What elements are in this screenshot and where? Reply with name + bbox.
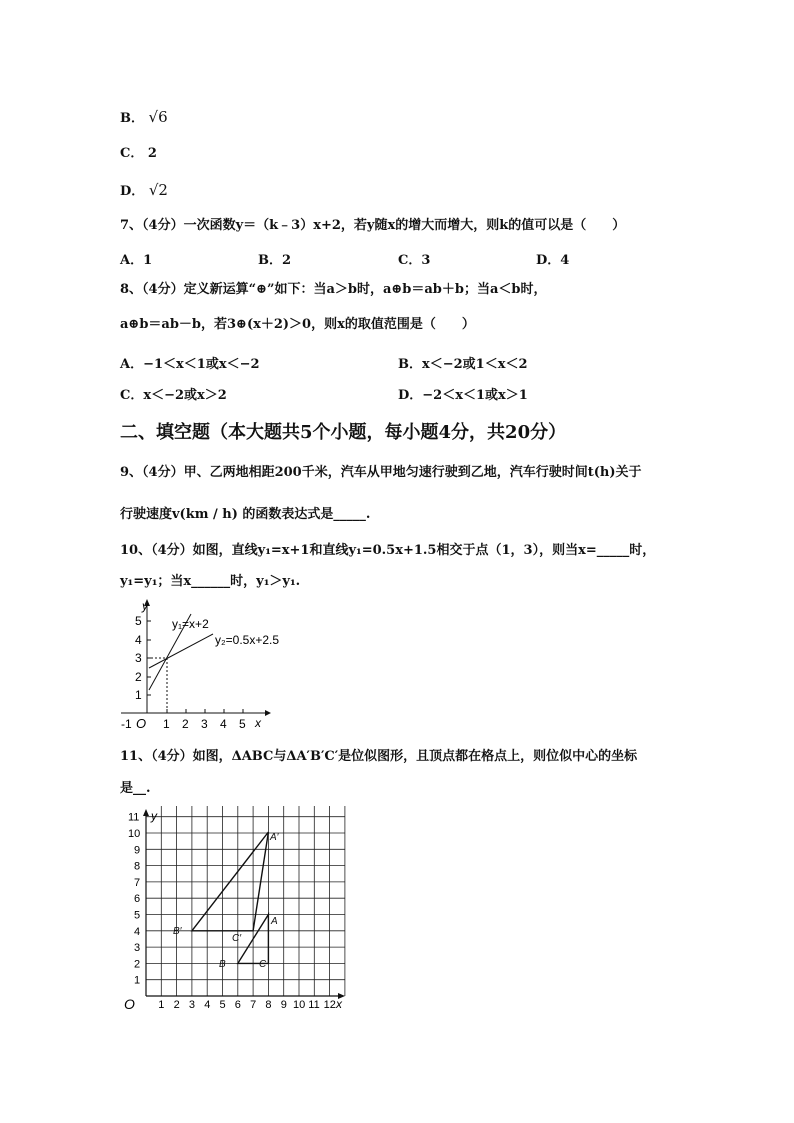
y-axis-label: y [142, 599, 148, 613]
x-tick-label: 1 [163, 717, 170, 731]
x-axis-label: x [336, 997, 342, 1011]
point-a-label: A [271, 916, 278, 927]
q8-line1: 8、（4分）定义新运算“⊕”如下：当a＞b时，a⊕b＝ab＋b；当a＜b时， [120, 282, 547, 297]
y-tick-label: 4 [134, 925, 141, 938]
option-label: B． [120, 111, 144, 126]
point-c-prime-label: C′ [232, 933, 242, 944]
similarity-grid-graph [118, 806, 350, 1012]
option-c-prev [120, 145, 157, 163]
q7-option-b: B．2 [258, 253, 292, 268]
option-d-prev [120, 181, 168, 201]
x-tick-label: 8 [265, 999, 272, 1011]
y-tick-label: 5 [134, 909, 141, 922]
q7-stem: 7、（4分）一次函数y＝（k﹣3）x+2，若y随x的增大而增大，则k的值可以是（ ） [120, 218, 626, 233]
y-tick-label: 11 [128, 811, 140, 824]
x-tick-label: 3 [188, 999, 196, 1011]
y-tick-label: 2 [135, 670, 142, 684]
x-tick-label: 10 [293, 999, 306, 1011]
point-a-prime-label: A′ [270, 832, 279, 843]
x-tick-label: 2 [182, 717, 189, 731]
q7-option-c: C．3 [398, 253, 431, 268]
x-tick-label: 5 [219, 999, 226, 1011]
y-tick-label: 6 [134, 893, 141, 906]
point-b-prime-label: B′ [173, 926, 182, 937]
option-value: √6 [148, 108, 168, 126]
y-tick-label: 9 [134, 844, 141, 857]
function-graph [115, 596, 295, 736]
y-axis-label: y [151, 809, 157, 823]
line-y2-label: y₂=0.5x+2.5 [215, 633, 280, 647]
x-tick-label: 4 [220, 717, 227, 731]
q9-line2: 行驶速度v(km / h) 的函数表达式是_____. [120, 507, 371, 522]
q10-line1: 10、（4分）如图，直线y₁=x+1和直线y₁=0.5x+1.5相交于点（1，3），则当x=_____时， [120, 543, 656, 558]
q8-option-b: B．x＜−2或1＜x＜2 [398, 357, 528, 372]
q7-option-a: A．1 [120, 253, 153, 268]
y-tick-label: 5 [135, 614, 142, 628]
point-c-label: C [259, 959, 267, 970]
option-label: C． [120, 146, 144, 161]
q11-line1: 11、（4分）如图，ΔABC与ΔA′B′C′是位似图形，且顶点都在格点上，则位似中心的坐标 [120, 749, 638, 764]
triangle-a-prime-b-prime-c-prime [192, 832, 269, 931]
q9-line1: 9、（4分）甲、乙两地相距200千米，汽车从甲地匀速行驶到乙地，汽车行驶时间t(h)关于 [120, 465, 642, 480]
section-title: 二、填空题（本大题共5个小题，每小题4分，共20分） [120, 422, 567, 443]
x-tick-label: 2 [173, 999, 180, 1011]
line-y1-label: y₁=x+2 [172, 617, 209, 631]
y-tick-label: 3 [134, 942, 141, 955]
y-axis-arrow [143, 809, 149, 816]
x-tick-label: 6 [234, 999, 241, 1011]
y-tick-label: 10 [128, 828, 141, 840]
x-tick-label: 1 [158, 999, 165, 1011]
grid-lines [146, 806, 345, 996]
origin-label: O [124, 996, 135, 1012]
y-tick-label: 3 [135, 651, 142, 665]
x-tick-label: 5 [239, 717, 246, 731]
q11-line2: 是__. [120, 781, 151, 796]
line-y2 [149, 634, 213, 668]
origin-label: O [136, 716, 147, 731]
option-b-prev [120, 108, 168, 128]
y-tick-label: 1 [135, 688, 142, 702]
y-tick-label: 4 [135, 633, 142, 647]
q7-option-d: D．4 [536, 253, 570, 268]
q10-line2: y₁=y₁；当x______时，y₁＞y₁. [120, 574, 301, 589]
x-tick-label: 7 [250, 999, 257, 1011]
x-tick-label: 12 [323, 999, 336, 1011]
y-tick-label: 2 [134, 958, 141, 971]
x-tick-label: 3 [201, 717, 208, 731]
q8-line2: a⊕b＝ab－b，若3⊕(x＋2)＞0，则x的取值范围是（ ） [120, 317, 475, 332]
x-tick-label: 9 [280, 999, 287, 1011]
x-tick-label: 4 [204, 999, 211, 1011]
x-axis-arrow [265, 710, 271, 716]
y-tick-label: 8 [134, 860, 141, 873]
point-b-label: B [219, 959, 226, 970]
x-tick-label: 11 [308, 999, 320, 1011]
y-tick-label: 1 [134, 974, 141, 987]
y-tick-label: 7 [134, 876, 141, 889]
q8-option-a: A．−1＜x＜1或x＜−2 [120, 357, 260, 372]
option-label: D． [120, 184, 145, 199]
q8-option-d: D．−2＜x＜1或x＞1 [398, 388, 528, 403]
q8-option-c: C．x＜−2或x＞2 [120, 388, 227, 403]
option-value: √2 [148, 181, 168, 199]
option-value: 2 [147, 146, 157, 161]
x-axis-label: x [255, 716, 261, 730]
neg-one-label: -1 [121, 717, 132, 731]
